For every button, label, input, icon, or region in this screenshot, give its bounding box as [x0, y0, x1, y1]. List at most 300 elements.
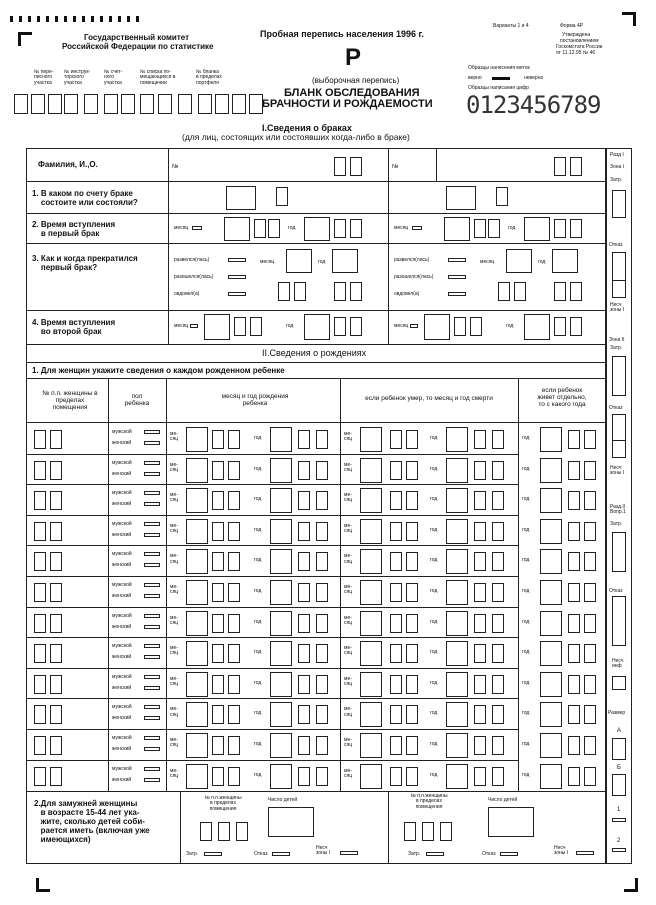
birth-month-box[interactable]: [186, 488, 208, 513]
woman-no-digit[interactable]: [50, 552, 62, 571]
woman-no-digit[interactable]: [50, 522, 62, 541]
birth-year-box[interactable]: [270, 580, 292, 605]
birth-month-box[interactable]: [186, 702, 208, 727]
death-year-digit[interactable]: [474, 491, 486, 510]
birth-month-digit[interactable]: [212, 767, 224, 786]
q4-year-digit-2[interactable]: [554, 317, 566, 336]
q3-digit-2[interactable]: [554, 282, 566, 301]
death-year-box[interactable]: [446, 427, 468, 452]
death-year-box[interactable]: [446, 458, 468, 483]
woman-no-digit[interactable]: [50, 491, 62, 510]
female-mark[interactable]: [144, 716, 160, 720]
birth-year-digit[interactable]: [298, 614, 310, 633]
death-month-digit[interactable]: [390, 705, 402, 724]
birth-year-digit[interactable]: [298, 583, 310, 602]
female-mark[interactable]: [144, 747, 160, 751]
birth-year-box[interactable]: [270, 733, 292, 758]
birth-month-digit[interactable]: [228, 767, 240, 786]
marriage-order-digit-1[interactable]: [276, 187, 288, 206]
separate-year-digit[interactable]: [568, 583, 580, 602]
name-no-box-2[interactable]: [570, 157, 582, 176]
q2-digit-1[interactable]: [268, 219, 280, 238]
birth-year-digit[interactable]: [316, 614, 328, 633]
q3-digit-1[interactable]: [294, 282, 306, 301]
q3-digit-1[interactable]: [350, 282, 362, 301]
separated-mark-1[interactable]: [228, 275, 246, 279]
death-month-digit[interactable]: [406, 583, 418, 602]
sidebar-mark-box[interactable]: [612, 280, 626, 298]
q3-year-box-2[interactable]: [552, 249, 578, 273]
code-digit-box[interactable]: [158, 94, 172, 114]
q2-month-mark-2[interactable]: [412, 226, 422, 230]
q2-month-box-2[interactable]: [444, 217, 470, 241]
death-month-box[interactable]: [360, 549, 382, 574]
birth-year-digit[interactable]: [316, 644, 328, 663]
death-year-digit[interactable]: [492, 583, 504, 602]
sidebar-mark-box[interactable]: [612, 596, 626, 646]
woman-no-digit[interactable]: [34, 767, 46, 786]
male-mark[interactable]: [144, 552, 160, 556]
woman-no-digit[interactable]: [34, 736, 46, 755]
separate-year-box[interactable]: [540, 733, 562, 758]
male-mark[interactable]: [144, 461, 160, 465]
code-digit-box[interactable]: [14, 94, 28, 114]
woman-no-digit[interactable]: [34, 675, 46, 694]
separate-year-box[interactable]: [540, 427, 562, 452]
code-digit-box[interactable]: [140, 94, 154, 114]
q3-year-box-1[interactable]: [332, 249, 358, 273]
birth-year-box[interactable]: [270, 702, 292, 727]
birth-month-digit[interactable]: [212, 736, 224, 755]
birth-month-digit[interactable]: [228, 583, 240, 602]
q4-year-digit-1[interactable]: [334, 317, 346, 336]
death-year-digit[interactable]: [474, 430, 486, 449]
death-month-digit[interactable]: [390, 675, 402, 694]
death-month-box[interactable]: [360, 427, 382, 452]
q4-year-box-2[interactable]: [524, 314, 550, 340]
male-mark[interactable]: [144, 522, 160, 526]
separate-year-digit[interactable]: [584, 614, 596, 633]
birth-year-box[interactable]: [270, 672, 292, 697]
death-month-digit[interactable]: [390, 583, 402, 602]
code-digit-box[interactable]: [31, 94, 45, 114]
q4-year-digit-1[interactable]: [350, 317, 362, 336]
birth-month-digit[interactable]: [228, 461, 240, 480]
death-year-digit[interactable]: [474, 583, 486, 602]
woman-no-digit[interactable]: [34, 461, 46, 480]
separate-year-box[interactable]: [540, 549, 562, 574]
separate-year-box[interactable]: [540, 458, 562, 483]
separate-year-digit[interactable]: [568, 736, 580, 755]
birth-month-digit[interactable]: [228, 430, 240, 449]
death-year-box[interactable]: [446, 672, 468, 697]
q4-digit-2[interactable]: [470, 317, 482, 336]
q3-month-box-2[interactable]: [506, 249, 532, 273]
woman-no-digit[interactable]: [34, 705, 46, 724]
death-year-digit[interactable]: [492, 705, 504, 724]
birth-year-digit[interactable]: [298, 552, 310, 571]
birth-month-digit[interactable]: [212, 461, 224, 480]
female-mark[interactable]: [144, 472, 160, 476]
q2-year-digit-2[interactable]: [570, 219, 582, 238]
separate-year-digit[interactable]: [568, 491, 580, 510]
female-mark[interactable]: [144, 594, 160, 598]
birth-year-digit[interactable]: [298, 491, 310, 510]
birth-year-digit[interactable]: [316, 522, 328, 541]
death-year-box[interactable]: [446, 764, 468, 789]
name-no-box-1[interactable]: [334, 157, 346, 176]
death-year-digit[interactable]: [474, 675, 486, 694]
birth-month-box[interactable]: [186, 611, 208, 636]
male-mark[interactable]: [144, 583, 160, 587]
separate-year-digit[interactable]: [584, 430, 596, 449]
sidebar-mark-box[interactable]: [612, 190, 626, 218]
separate-year-digit[interactable]: [584, 705, 596, 724]
death-year-digit[interactable]: [474, 552, 486, 571]
separate-year-digit[interactable]: [584, 491, 596, 510]
code-digit-box[interactable]: [104, 94, 118, 114]
male-mark[interactable]: [144, 430, 160, 434]
code-digit-box[interactable]: [249, 94, 263, 114]
separate-year-box[interactable]: [540, 764, 562, 789]
woman-no-digit[interactable]: [50, 583, 62, 602]
divorced-mark-1[interactable]: [228, 258, 246, 262]
q2-year-box-2[interactable]: [524, 217, 550, 241]
woman-no-digit[interactable]: [50, 430, 62, 449]
sidebar-mark-box[interactable]: [612, 774, 626, 796]
death-month-digit[interactable]: [390, 614, 402, 633]
q3-digit-2[interactable]: [498, 282, 510, 301]
birth-month-digit[interactable]: [228, 705, 240, 724]
birth-month-digit[interactable]: [212, 644, 224, 663]
death-month-box[interactable]: [360, 580, 382, 605]
death-month-digit[interactable]: [390, 491, 402, 510]
sidebar-mark-box[interactable]: [612, 356, 626, 396]
male-mark[interactable]: [144, 644, 160, 648]
q4-month-mark-1[interactable]: [190, 324, 198, 328]
female-mark[interactable]: [144, 655, 160, 659]
q3-month-box-1[interactable]: [286, 249, 312, 273]
death-month-box[interactable]: [360, 611, 382, 636]
q2-month-box-1[interactable]: [224, 217, 250, 241]
death-year-box[interactable]: [446, 641, 468, 666]
divorced-mark-2[interactable]: [448, 258, 466, 262]
separate-year-digit[interactable]: [568, 552, 580, 571]
birth-year-digit[interactable]: [298, 675, 310, 694]
q4-year-digit-2[interactable]: [570, 317, 582, 336]
death-year-box[interactable]: [446, 519, 468, 544]
q4-month-mark-2[interactable]: [410, 324, 418, 328]
separate-year-box[interactable]: [540, 580, 562, 605]
separate-year-digit[interactable]: [584, 583, 596, 602]
death-year-digit[interactable]: [492, 644, 504, 663]
woman-no-digit[interactable]: [50, 644, 62, 663]
q4-month-box-1[interactable]: [204, 314, 230, 340]
marriage-order-box-2[interactable]: [446, 186, 476, 210]
death-year-digit[interactable]: [492, 552, 504, 571]
birth-month-box[interactable]: [186, 458, 208, 483]
birth-month-digit[interactable]: [228, 644, 240, 663]
woman-no-digit[interactable]: [34, 522, 46, 541]
code-digit-box[interactable]: [215, 94, 229, 114]
separate-year-digit[interactable]: [568, 675, 580, 694]
q4-digit-1[interactable]: [234, 317, 246, 336]
death-year-digit[interactable]: [474, 614, 486, 633]
q2-digit-2[interactable]: [488, 219, 500, 238]
birth-month-digit[interactable]: [228, 675, 240, 694]
birth-month-box[interactable]: [186, 427, 208, 452]
woman-no-digit[interactable]: [50, 767, 62, 786]
death-month-box[interactable]: [360, 519, 382, 544]
female-mark[interactable]: [144, 533, 160, 537]
q2-year-digit-1[interactable]: [350, 219, 362, 238]
death-month-box[interactable]: [360, 458, 382, 483]
death-month-box[interactable]: [360, 641, 382, 666]
separate-year-digit[interactable]: [584, 552, 596, 571]
woman-no-digit[interactable]: [34, 614, 46, 633]
death-year-digit[interactable]: [474, 644, 486, 663]
birth-month-box[interactable]: [186, 733, 208, 758]
death-year-digit[interactable]: [474, 705, 486, 724]
birth-month-digit[interactable]: [228, 552, 240, 571]
birth-year-box[interactable]: [270, 611, 292, 636]
separate-year-digit[interactable]: [568, 461, 580, 480]
death-year-box[interactable]: [446, 549, 468, 574]
birth-month-box[interactable]: [186, 764, 208, 789]
female-mark[interactable]: [144, 625, 160, 629]
birth-year-digit[interactable]: [316, 491, 328, 510]
q3-digit-1[interactable]: [334, 282, 346, 301]
separate-year-digit[interactable]: [568, 614, 580, 633]
death-year-digit[interactable]: [492, 491, 504, 510]
birth-year-box[interactable]: [270, 549, 292, 574]
death-month-digit[interactable]: [390, 552, 402, 571]
q2-digit-1[interactable]: [254, 219, 266, 238]
birth-year-digit[interactable]: [316, 430, 328, 449]
death-year-digit[interactable]: [492, 736, 504, 755]
separate-year-box[interactable]: [540, 611, 562, 636]
separate-year-digit[interactable]: [584, 675, 596, 694]
woman-no-digit[interactable]: [50, 675, 62, 694]
separate-year-digit[interactable]: [584, 461, 596, 480]
death-year-digit[interactable]: [492, 461, 504, 480]
birth-month-digit[interactable]: [212, 705, 224, 724]
separated-mark-2[interactable]: [448, 275, 466, 279]
separate-year-digit[interactable]: [568, 430, 580, 449]
male-mark[interactable]: [144, 705, 160, 709]
birth-year-digit[interactable]: [316, 552, 328, 571]
q3-digit-2[interactable]: [570, 282, 582, 301]
sidebar-mark-box[interactable]: [612, 440, 626, 458]
birth-month-box[interactable]: [186, 641, 208, 666]
birth-year-box[interactable]: [270, 488, 292, 513]
widowed-mark-2[interactable]: [448, 292, 466, 296]
separate-year-digit[interactable]: [584, 644, 596, 663]
death-month-digit[interactable]: [390, 430, 402, 449]
birth-year-digit[interactable]: [298, 522, 310, 541]
sidebar-mark-2[interactable]: [612, 848, 626, 852]
death-year-digit[interactable]: [492, 767, 504, 786]
separate-year-digit[interactable]: [568, 705, 580, 724]
death-month-digit[interactable]: [390, 767, 402, 786]
birth-month-digit[interactable]: [212, 675, 224, 694]
death-month-digit[interactable]: [406, 736, 418, 755]
birth-month-digit[interactable]: [228, 614, 240, 633]
death-month-digit[interactable]: [390, 644, 402, 663]
birth-month-box[interactable]: [186, 549, 208, 574]
death-year-digit[interactable]: [492, 614, 504, 633]
female-mark[interactable]: [144, 778, 160, 782]
q4-digit-1[interactable]: [250, 317, 262, 336]
widowed-mark-1[interactable]: [228, 292, 246, 296]
birth-year-digit[interactable]: [316, 675, 328, 694]
birth-year-digit[interactable]: [316, 461, 328, 480]
birth-year-box[interactable]: [270, 641, 292, 666]
death-month-digit[interactable]: [390, 522, 402, 541]
separate-year-digit[interactable]: [568, 522, 580, 541]
name-no-box-2[interactable]: [554, 157, 566, 176]
separate-year-digit[interactable]: [584, 767, 596, 786]
female-mark[interactable]: [144, 563, 160, 567]
code-digit-box[interactable]: [84, 94, 98, 114]
death-year-digit[interactable]: [474, 522, 486, 541]
woman-no-digit[interactable]: [50, 736, 62, 755]
male-mark[interactable]: [144, 675, 160, 679]
female-mark[interactable]: [144, 441, 160, 445]
sidebar-mark-box[interactable]: [612, 676, 626, 690]
birth-month-digit[interactable]: [212, 430, 224, 449]
birth-month-digit[interactable]: [212, 583, 224, 602]
separate-year-box[interactable]: [540, 641, 562, 666]
birth-year-digit[interactable]: [316, 583, 328, 602]
death-month-digit[interactable]: [390, 461, 402, 480]
death-year-digit[interactable]: [492, 675, 504, 694]
birth-month-box[interactable]: [186, 672, 208, 697]
death-month-digit[interactable]: [406, 491, 418, 510]
death-year-box[interactable]: [446, 488, 468, 513]
q3-digit-1[interactable]: [278, 282, 290, 301]
birth-year-digit[interactable]: [298, 644, 310, 663]
q3-digit-2[interactable]: [514, 282, 526, 301]
code-digit-box[interactable]: [121, 94, 135, 114]
q4-year-box-1[interactable]: [304, 314, 330, 340]
birth-month-digit[interactable]: [228, 491, 240, 510]
children-count-box-2[interactable]: [488, 807, 534, 837]
death-month-digit[interactable]: [406, 461, 418, 480]
death-month-box[interactable]: [360, 764, 382, 789]
death-month-box[interactable]: [360, 488, 382, 513]
birth-year-box[interactable]: [270, 519, 292, 544]
birth-year-digit[interactable]: [298, 430, 310, 449]
name-no-box-1[interactable]: [350, 157, 362, 176]
separate-year-digit[interactable]: [568, 644, 580, 663]
death-year-box[interactable]: [446, 611, 468, 636]
q2-year-digit-2[interactable]: [554, 219, 566, 238]
birth-year-box[interactable]: [270, 458, 292, 483]
q2-year-digit-1[interactable]: [334, 219, 346, 238]
death-month-digit[interactable]: [406, 767, 418, 786]
code-digit-box[interactable]: [198, 94, 212, 114]
birth-year-digit[interactable]: [298, 461, 310, 480]
death-year-digit[interactable]: [492, 430, 504, 449]
sidebar-mark-box[interactable]: [612, 738, 626, 760]
birth-month-digit[interactable]: [212, 491, 224, 510]
death-month-box[interactable]: [360, 733, 382, 758]
death-year-digit[interactable]: [474, 767, 486, 786]
q2-month-mark-1[interactable]: [192, 226, 202, 230]
separate-year-box[interactable]: [540, 519, 562, 544]
birth-month-digit[interactable]: [212, 552, 224, 571]
birth-year-digit[interactable]: [298, 736, 310, 755]
woman-no-digit[interactable]: [50, 461, 62, 480]
separate-year-box[interactable]: [540, 488, 562, 513]
birth-year-digit[interactable]: [316, 705, 328, 724]
separate-year-digit[interactable]: [584, 522, 596, 541]
death-year-digit[interactable]: [492, 522, 504, 541]
male-mark[interactable]: [144, 767, 160, 771]
birth-month-box[interactable]: [186, 519, 208, 544]
code-digit-box[interactable]: [232, 94, 246, 114]
female-mark[interactable]: [144, 686, 160, 690]
children-count-box-1[interactable]: [268, 807, 314, 837]
death-year-box[interactable]: [446, 580, 468, 605]
male-mark[interactable]: [144, 491, 160, 495]
death-year-box[interactable]: [446, 702, 468, 727]
q4-digit-2[interactable]: [454, 317, 466, 336]
death-month-box[interactable]: [360, 672, 382, 697]
woman-no-digit[interactable]: [34, 583, 46, 602]
woman-no-digit[interactable]: [34, 552, 46, 571]
birth-month-digit[interactable]: [228, 736, 240, 755]
separate-year-box[interactable]: [540, 672, 562, 697]
birth-month-digit[interactable]: [228, 522, 240, 541]
code-digit-box[interactable]: [64, 94, 78, 114]
code-digit-box[interactable]: [178, 94, 192, 114]
male-mark[interactable]: [144, 614, 160, 618]
marriage-order-box-1[interactable]: [226, 186, 256, 210]
q2-digit-2[interactable]: [474, 219, 486, 238]
birth-year-box[interactable]: [270, 427, 292, 452]
woman-no-digit[interactable]: [34, 430, 46, 449]
birth-year-digit[interactable]: [316, 767, 328, 786]
woman-no-digit[interactable]: [34, 491, 46, 510]
death-year-digit[interactable]: [474, 736, 486, 755]
separate-year-digit[interactable]: [584, 736, 596, 755]
birth-year-digit[interactable]: [316, 736, 328, 755]
death-year-digit[interactable]: [474, 461, 486, 480]
separate-year-box[interactable]: [540, 702, 562, 727]
birth-year-digit[interactable]: [298, 767, 310, 786]
death-year-box[interactable]: [446, 733, 468, 758]
death-month-digit[interactable]: [406, 430, 418, 449]
male-mark[interactable]: [144, 736, 160, 740]
sidebar-mark-1[interactable]: [612, 818, 626, 822]
marriage-order-digit-2[interactable]: [496, 187, 508, 206]
death-month-digit[interactable]: [406, 522, 418, 541]
birth-month-digit[interactable]: [212, 614, 224, 633]
code-digit-box[interactable]: [48, 94, 62, 114]
birth-month-box[interactable]: [186, 580, 208, 605]
woman-no-digit[interactable]: [50, 705, 62, 724]
birth-year-digit[interactable]: [298, 705, 310, 724]
separate-year-digit[interactable]: [568, 767, 580, 786]
death-month-digit[interactable]: [406, 552, 418, 571]
female-mark[interactable]: [144, 502, 160, 506]
woman-no-digit[interactable]: [50, 614, 62, 633]
q4-month-box-2[interactable]: [424, 314, 450, 340]
woman-no-digit[interactable]: [34, 644, 46, 663]
death-month-box[interactable]: [360, 702, 382, 727]
